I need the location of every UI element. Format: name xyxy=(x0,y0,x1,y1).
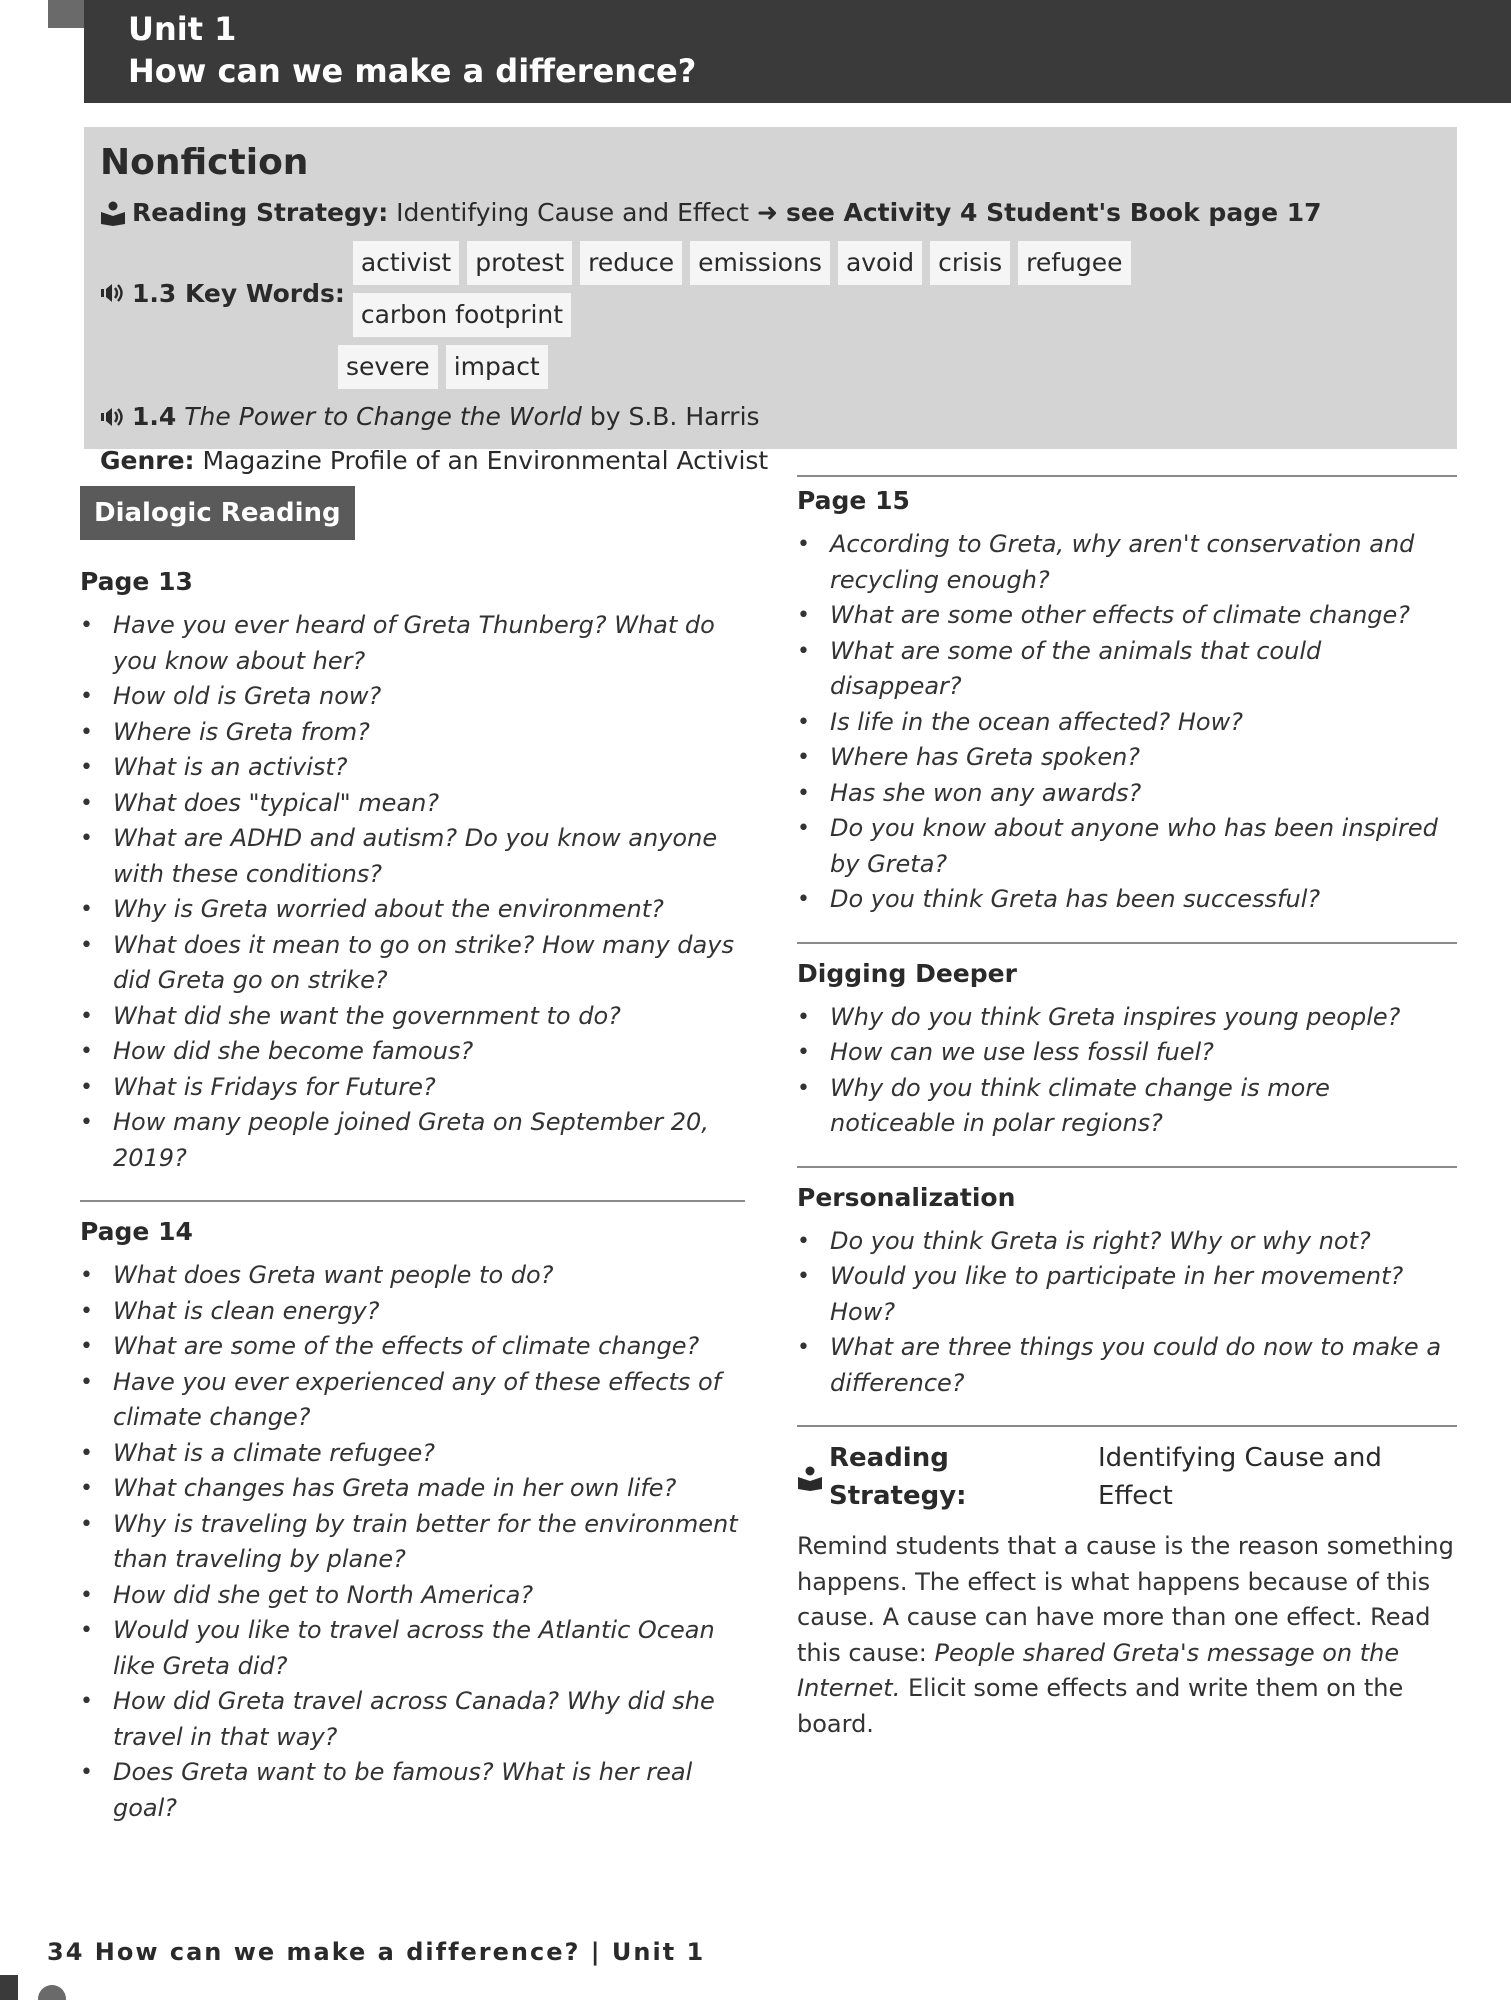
reader-icon xyxy=(100,200,126,226)
key-words-row xyxy=(100,241,1441,345)
corner-dot-accent xyxy=(38,1985,66,2000)
audio-icon xyxy=(100,404,126,430)
list-item: • Why is traveling by train better for the environment than traveling by plane? xyxy=(80,1507,745,1578)
list-item: • Do you know about anyone who has been inspired by Greta? xyxy=(797,811,1457,882)
key-word: reduce xyxy=(580,241,682,285)
digging-deeper-questions xyxy=(797,1000,1457,1142)
key-word: carbon footprint xyxy=(353,293,571,337)
list-item: • According to Greta, why aren't conservation and recycling enough? xyxy=(797,527,1457,598)
list-item: • What is Fridays for Future? xyxy=(80,1070,745,1106)
list-item: • Has she won any awards? xyxy=(797,776,1457,812)
key-word: severe xyxy=(338,345,438,389)
page-14-questions xyxy=(80,1258,745,1826)
audio-icon xyxy=(100,280,126,306)
list-item: • Do you think Greta has been successful? xyxy=(797,882,1457,918)
right-column xyxy=(797,475,1457,1742)
section-divider xyxy=(797,1425,1457,1427)
list-item: • What does it mean to go on strike? How many days did Greta go on strike? xyxy=(80,928,745,999)
list-item: • Would you like to travel across the Atlantic Ocean like Greta did? xyxy=(80,1613,745,1684)
list-item: • How did she get to North America? xyxy=(80,1578,745,1614)
corner-accent xyxy=(0,1975,18,2000)
strategy-body-text: Remind students that a cause is the reason something happens. The effect is what happens because of this cause. A cause can have more than one effect. Read this cause: xyxy=(797,1532,1454,1667)
list-item: • How old is Greta now? xyxy=(80,679,745,715)
list-item: • Is life in the ocean affected? How? xyxy=(797,705,1457,741)
genre-label: Genre: xyxy=(100,446,195,475)
page-15-questions xyxy=(797,527,1457,918)
list-item: • Why is Greta worried about the environment? xyxy=(80,892,745,928)
key-word: impact xyxy=(446,345,548,389)
list-item: • What are three things you could do now to make a difference? xyxy=(797,1330,1457,1401)
key-word: avoid xyxy=(838,241,922,285)
list-item: • What is an activist? xyxy=(80,750,745,786)
list-item: • Where is Greta from? xyxy=(80,715,745,751)
section-divider xyxy=(797,475,1457,477)
audio-track-number: 1.4 xyxy=(132,402,177,431)
key-word: refugee xyxy=(1018,241,1130,285)
strategy-box-label: Reading Strategy: xyxy=(829,1443,967,1511)
list-item: • Why do you think Greta inspires young people? xyxy=(797,1000,1457,1036)
reading-strategy-heading xyxy=(797,1439,1457,1515)
personalization-questions xyxy=(797,1224,1457,1402)
key-word: activist xyxy=(353,241,459,285)
list-item: • Have you ever experienced any of these effects of climate change? xyxy=(80,1365,745,1436)
key-words-second-row xyxy=(338,345,1441,389)
arrow-right-icon: ➜ xyxy=(757,198,778,227)
list-item: • How did she become famous? xyxy=(80,1034,745,1070)
section-divider xyxy=(797,1166,1457,1168)
strategy-body-text-end: Elicit some effects and write them on the board. xyxy=(797,1674,1404,1738)
strategy-box-body xyxy=(797,1529,1457,1742)
audio-track-row xyxy=(100,399,1441,435)
audio-title: The Power to Change the World xyxy=(184,402,582,431)
page-13-questions xyxy=(80,608,745,1176)
list-item: • How many people joined Greta on September 20, 2019? xyxy=(80,1105,745,1176)
reading-strategy-row xyxy=(100,195,1441,231)
panel-heading: Nonfiction xyxy=(100,142,309,183)
page-13-heading: Page 13 xyxy=(80,567,193,596)
personalization-heading: Personalization xyxy=(797,1182,1016,1212)
list-item: • What does "typical" mean? xyxy=(80,786,745,822)
list-item: • Have you ever heard of Greta Thunberg? What do you know about her? xyxy=(80,608,745,679)
unit-title: How can we make a difference? xyxy=(128,52,697,90)
key-words-label: 1.3 Key Words: xyxy=(132,278,345,308)
list-item: • What did she want the government to do? xyxy=(80,999,745,1035)
key-word: emissions xyxy=(690,241,830,285)
list-item: • Do you think Greta is right? Why or why not? xyxy=(797,1224,1457,1260)
page-footer: 34 How can we make a difference? | Unit 1 xyxy=(47,1938,706,1966)
digging-deeper-heading: Digging Deeper xyxy=(797,958,1017,988)
list-item: • Would you like to participate in her movement? How? xyxy=(797,1259,1457,1330)
dialogic-reading-label: Dialogic Reading xyxy=(80,486,355,540)
list-item: • What changes has Greta made in her own life? xyxy=(80,1471,745,1507)
reader-icon xyxy=(797,1464,823,1490)
strategy-body-example: People shared Greta's message on the Internet. xyxy=(797,1638,1400,1702)
strategy-label: Reading Strategy: xyxy=(132,198,389,227)
section-divider xyxy=(797,942,1457,944)
key-word: protest xyxy=(467,241,572,285)
unit-header xyxy=(84,0,1511,103)
list-item: • How can we use less fossil fuel? xyxy=(797,1035,1457,1071)
audio-author: by S.B. Harris xyxy=(589,402,760,431)
list-item: • How did Greta travel across Canada? Why did she travel in that way? xyxy=(80,1684,745,1755)
nonfiction-panel xyxy=(84,127,1457,475)
strategy-text: Identifying Cause and Effect xyxy=(396,198,750,227)
list-item: • Does Greta want to be famous? What is her real goal? xyxy=(80,1755,745,1826)
list-item: • Why do you think climate change is more noticeable in polar regions? xyxy=(797,1071,1457,1142)
strategy-reference: see Activity 4 Student's Book page 17 xyxy=(786,198,1322,227)
list-item: • What are ADHD and autism? Do you know anyone with these conditions? xyxy=(80,821,745,892)
list-item: • What are some of the effects of climate change? xyxy=(80,1329,745,1365)
list-item: • What is clean energy? xyxy=(80,1294,745,1330)
unit-label: Unit 1 xyxy=(128,10,237,48)
key-word: crisis xyxy=(930,241,1010,285)
section-divider xyxy=(80,1200,745,1202)
key-words-list xyxy=(353,241,1353,345)
list-item: • Where has Greta spoken? xyxy=(797,740,1457,776)
strategy-box-title: Identifying Cause and Effect xyxy=(1097,1443,1382,1511)
page-14-heading: Page 14 xyxy=(80,1217,193,1246)
genre-value: Magazine Profile of an Environmental Activist xyxy=(202,446,769,475)
list-item: • What does Greta want people to do? xyxy=(80,1258,745,1294)
left-column xyxy=(80,486,745,1826)
list-item: • What are some of the animals that could disappear? xyxy=(797,634,1457,705)
list-item: • What is a climate refugee? xyxy=(80,1436,745,1472)
list-item: • What are some other effects of climate change? xyxy=(797,598,1457,634)
page-15-heading: Page 15 xyxy=(797,486,910,515)
